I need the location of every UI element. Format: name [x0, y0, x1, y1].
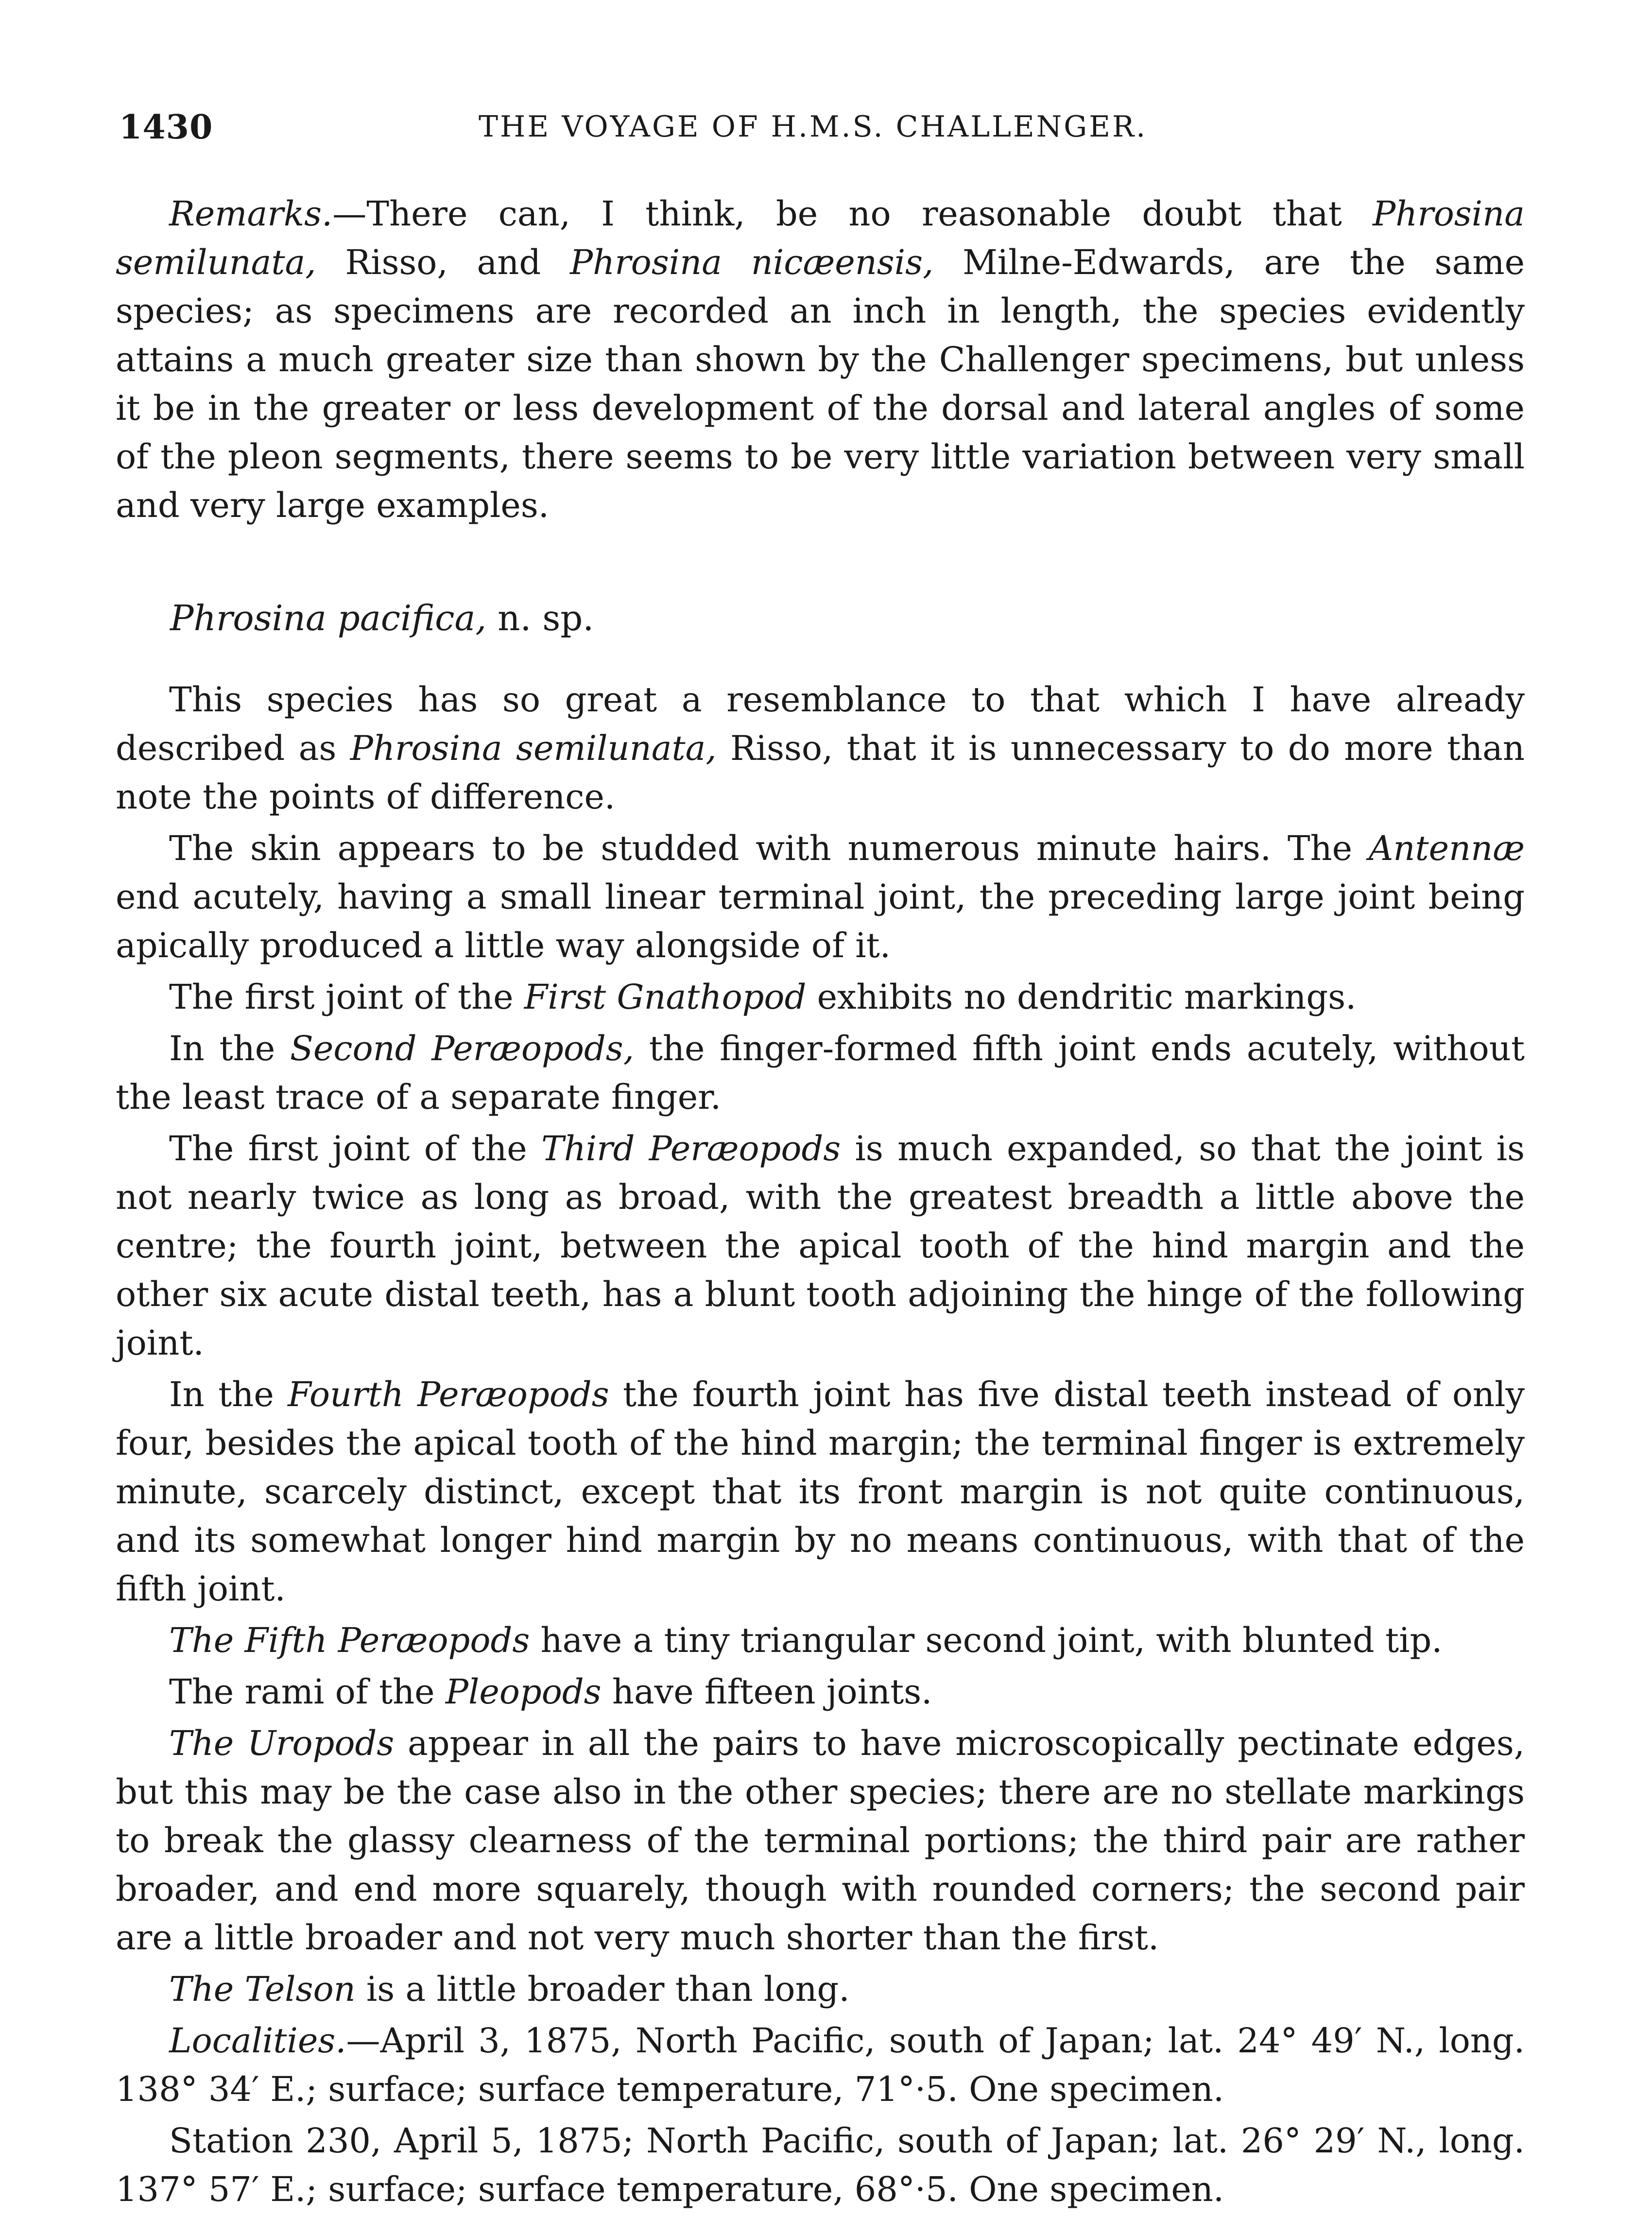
term: First Gnathopod: [524, 977, 807, 1017]
term: Pleopods: [445, 1672, 602, 1712]
text-run: appear in all the pairs to have microscopically pectinate edges, but this may be the case also in the other species; there are no stellate markings to break the glassy clearness of the terminal portions; the third pair are rather broader, and end more squarely, though with rounded corners; the second pair are a little broader and not very much shorter than the first.: [116, 1723, 1525, 1958]
paragraph-1: [116, 675, 1525, 821]
text-run: the fourth joint has five distal teeth instead of only four, besides the apical tooth of the hind margin; the terminal finger is extremely minute, scarcely distinct, except that its front margin is not quite continuous, and its somewhat longer hind margin by no means continuous, with that of the fifth joint.: [116, 1375, 1525, 1609]
remarks-section: [116, 189, 1525, 530]
species-name: Phrosina nicæensis,: [570, 242, 934, 282]
paragraph-7: [116, 1616, 1525, 1665]
text-run: exhibits no dendritic markings.: [806, 977, 1357, 1017]
term: Second Peræopods,: [290, 1029, 634, 1068]
text-run: The first joint of the: [169, 977, 524, 1017]
species-heading-suffix: n. sp.: [486, 598, 594, 638]
term: Fourth Peræopods: [288, 1375, 609, 1414]
term: Third Peræopods: [541, 1129, 841, 1169]
species-name: Phrosina semilunata,: [350, 728, 717, 768]
term: The Uropods: [169, 1723, 395, 1763]
text-run: is much expanded, so that the joint is not nearly twice as long as broad, with the greatest breadth a little above the centre; the fourth joint, between the apical tooth of the hind margin and the other six acute distal teeth, has a blunt tooth adjoining the hinge of the following joint.: [116, 1129, 1525, 1363]
species-heading: [170, 598, 594, 638]
term: Antennæ: [1368, 828, 1525, 868]
text-run: —April 3, 1875, North Pacific, south of Japan; lat. 24° 49′ N., long. 138° 34′ E.; surface; surface temperature, 71°·5. One specimen.: [116, 2021, 1525, 2109]
running-title: THE VOYAGE OF H.M.S. CHALLENGER.: [479, 110, 1148, 144]
species-heading-name: Phrosina pacifica,: [170, 598, 487, 638]
paragraph-5: [116, 1124, 1525, 1367]
term: The Telson: [169, 1969, 356, 2009]
paragraph-9: [116, 1719, 1525, 1962]
text-run: The first joint of the: [169, 1129, 542, 1169]
description-section: [116, 675, 1525, 2214]
running-head: [0, 108, 1652, 161]
text-run: The rami of the: [169, 1672, 446, 1712]
text-run: The skin appears to be studded with numerous minute hairs. The: [169, 828, 1369, 868]
remarks-paragraph: [116, 189, 1525, 530]
paragraph-3: [116, 973, 1525, 1021]
paragraph-8: [116, 1668, 1525, 1716]
text-run: In the: [169, 1029, 290, 1068]
localities-label: Localities.: [169, 2021, 346, 2061]
text-run: is a little broader than long.: [355, 1969, 850, 2009]
text-run: end acutely, having a small linear terminal joint, the preceding large joint being apically produced a little way alongside of it.: [116, 877, 1525, 965]
text-run: Milne-Edwards, are the same species; as specimens are recorded an inch in length, the species evidently attains a much greater size than shown by the Challenger specimens, but unless it be in the greater or less development of the dorsal and lateral angles of some of the pleon segments, there seems to be very little variation between very small and very large examples.: [116, 242, 1525, 525]
text-run: the finger-formed fifth joint ends acutely, without the least trace of a separate finger.: [116, 1029, 1525, 1117]
text-run: Risso, that it is unnecessary to do more than note the points of difference.: [116, 728, 1525, 817]
text-run: have fifteen joints.: [601, 1672, 932, 1712]
species-name: Phrosina semilunata,: [116, 194, 1525, 282]
text-run: Station 230, April 5, 1875; North Pacific, south of Japan; lat. 26° 29′ N., long. 137° 57′ E.; surface; surface temperature, 68°·5. One specimen.: [116, 2121, 1525, 2209]
term: The Fifth Peræopods: [169, 1620, 530, 1660]
text-run: have a tiny triangular second joint, with blunted tip.: [530, 1620, 1443, 1660]
text-run: —There can, I think, be no reasonable doubt that: [332, 194, 1373, 234]
station-paragraph: [116, 2116, 1525, 2214]
page-number: 1430: [119, 108, 213, 147]
localities-paragraph: [116, 2016, 1525, 2114]
paragraph-2: [116, 824, 1525, 970]
paragraph-6: [116, 1370, 1525, 1613]
text-run: This species has so great a resemblance to that which I have already described as: [116, 680, 1525, 768]
text-run: In the: [169, 1375, 288, 1414]
text-run: Risso, and: [316, 242, 570, 282]
paragraph-4: [116, 1024, 1525, 1121]
remarks-label: Remarks.: [169, 194, 333, 234]
paragraph-10: [116, 1965, 1525, 2013]
